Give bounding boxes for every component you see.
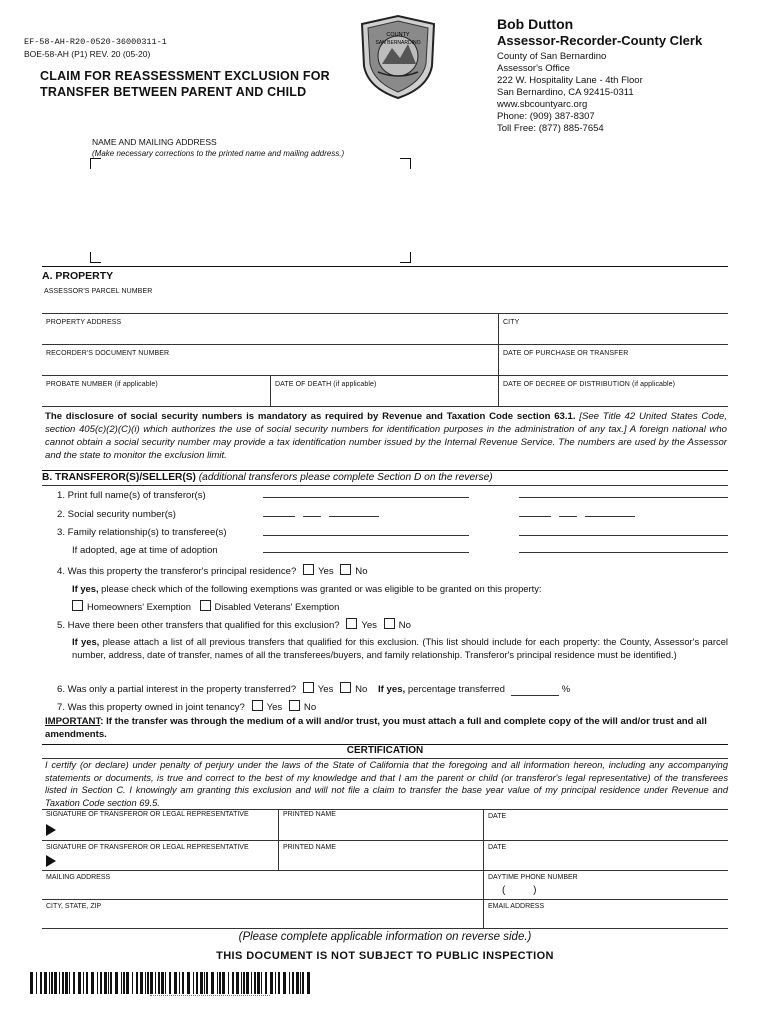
barcode-bar (59, 972, 60, 994)
name-address-field[interactable] (92, 164, 398, 252)
transferor-name-2-field[interactable] (519, 497, 728, 498)
barcode-bar (83, 972, 84, 994)
city-state-zip-field[interactable]: CITY, STATE, ZIP (46, 903, 102, 910)
relationship-1-field[interactable] (263, 535, 469, 536)
form-title (40, 68, 330, 100)
ssn-1-part1[interactable] (263, 516, 295, 517)
barcode-bar (108, 972, 109, 994)
sign-here-arrow-icon (46, 855, 56, 867)
probate-number-field[interactable]: PROBATE NUMBER (if applicable) (46, 381, 158, 388)
barcode-bar (169, 972, 171, 994)
adoption-age-label: If adopted, age at time of adoption (72, 545, 218, 556)
barcode-bar (123, 972, 125, 994)
signature-row-1 (42, 809, 728, 840)
barcode-bar (200, 972, 203, 994)
adoption-age-2-field[interactable] (519, 552, 728, 553)
property-row-2 (42, 344, 728, 375)
agency-county: County of San Bernardino (497, 51, 607, 62)
barcode-bar (246, 972, 249, 994)
barcode-bar (270, 972, 273, 994)
barcode-bar (193, 972, 194, 994)
barcode-bar (211, 972, 214, 994)
signature-row-2 (42, 840, 728, 871)
sign-here-arrow-icon (46, 824, 56, 836)
barcode-bar (302, 972, 304, 994)
printed-name-2-field[interactable]: PRINTED NAME (278, 841, 483, 871)
barcode-bar (257, 972, 260, 994)
daytime-phone-field[interactable]: DAYTIME PHONE NUMBER ( ) (483, 871, 728, 900)
assessor-name: Bob Dutton (497, 16, 574, 32)
form-title-line2: TRANSFER BETWEEN PARENT AND CHILD (40, 85, 307, 99)
printed-name-1-field[interactable]: PRINTED NAME (278, 810, 483, 840)
date-1-field[interactable]: DATE (483, 810, 728, 840)
section-b-rule (42, 470, 728, 471)
barcode-bar (30, 972, 33, 994)
date-2-field[interactable]: DATE (483, 841, 728, 871)
corner-mark (90, 252, 101, 263)
q2-label: 2. Social security number(s) (57, 509, 176, 520)
barcode-bar (187, 972, 190, 994)
property-row-3 (42, 375, 728, 407)
parcel-number-field[interactable] (42, 286, 728, 314)
q3-label: 3. Family relationship(s) to transferee(s) (57, 527, 227, 538)
barcode-bar (62, 972, 64, 994)
assessor-title: Assessor-Recorder-County Clerk (497, 33, 703, 48)
barcode-bar (265, 972, 267, 994)
homeowners-exemption-checkbox[interactable] (72, 600, 83, 611)
barcode-bar (182, 972, 184, 994)
barcode-bar (110, 972, 112, 994)
q7-row: 7. Was this property owned in joint tenancy? Yes No (57, 702, 317, 713)
barcode-bar (261, 972, 262, 994)
percentage-field[interactable] (511, 684, 559, 696)
barcode-bar (115, 972, 118, 994)
barcode-bar (132, 972, 133, 994)
barcode-bar (251, 972, 252, 994)
agency-phone: Phone: (909) 387-8307 (497, 111, 595, 122)
barcode-bar (174, 972, 177, 994)
q4-note: If yes, please check which of the following exemptions was granted or was eligible to be granted on this property: (72, 583, 542, 594)
section-b-rule-bottom (42, 485, 728, 486)
barcode-bar (217, 972, 218, 994)
barcode-bar (44, 972, 47, 994)
q5-yes-checkbox[interactable] (346, 618, 357, 629)
barcode-bar (51, 972, 53, 994)
email-address-field[interactable]: EMAIL ADDRESS (483, 900, 728, 928)
q7-yes-checkbox[interactable] (252, 700, 263, 711)
barcode-bar (40, 972, 42, 994)
agency-block (497, 16, 702, 135)
certification-text: I certify (or declare) under penalty of perjury under the laws of the State of California that the foregoing and all information hereon, including any accompanying statements or documents, is true and correct to the best of my knowledge and that I am the parent or child (or transferor's legal representative) of the transferees listed in Section C. I knowingly am granting this exclusion and will not file a claim to transfer the base year value of my principal residence under Revenue and Taxation Code section 69.5. (45, 760, 728, 808)
ssn-1-part3[interactable] (329, 516, 379, 517)
barcode-bar (140, 972, 143, 994)
name-address-hint: (Make necessary corrections to the printed name and mailing address.) (92, 149, 345, 158)
barcode-bar (150, 972, 153, 994)
barcode-bar (65, 972, 68, 994)
property-row-1 (42, 313, 728, 344)
section-a-rule (42, 266, 728, 267)
property-address-field[interactable]: PROPERTY ADDRESS (46, 319, 122, 326)
barcode-bar (155, 972, 156, 994)
seal-text-bottom: SAN BERNARDINO (375, 40, 421, 46)
barcode-bar (243, 972, 245, 994)
city-email-row (42, 899, 728, 929)
barcode-bar (206, 972, 208, 994)
section-b-heading: B. TRANSFEROR(S)/SELLER(S) (additional transferors please complete Section D on the reverse) (42, 472, 493, 483)
q5-note: If yes, please attach a list of all previous transfers that qualified for this exclusion. (This list should include for each property: the County, Assessor's parcel number, address, date of transfer, names of all the transferees/buyers, and family relationship. Transferor's principal residence must be identified.) (72, 636, 728, 660)
certification-heading: CERTIFICATION (346, 745, 424, 756)
q6-no-checkbox[interactable] (340, 682, 351, 693)
q6-yes-checkbox[interactable] (303, 682, 314, 693)
form-code: EF-58-AH-R20-0520-36000311-1 (24, 37, 167, 47)
barcode-bar (86, 972, 88, 994)
agency-tollfree: Toll Free: (877) 885-7654 (497, 123, 604, 134)
name-address-label: NAME AND MAILING ADDRESS (Make necessary corrections to the printed name and mailing address.) (92, 137, 345, 158)
signature-2-field[interactable]: SIGNATURE OF TRANSFEROR OR LEGAL REPRESENTATIVE (42, 841, 278, 871)
barcode-bar (161, 972, 164, 994)
barcode-bar (278, 972, 280, 994)
ssn-1-part2[interactable] (303, 516, 321, 517)
barcode-bar (54, 972, 57, 994)
q1-label: 1. Print full name(s) of transferor(s) (57, 490, 206, 501)
barcode-bar (100, 972, 102, 994)
phone-area-code: ( ) (502, 885, 537, 896)
signature-1-field[interactable]: SIGNATURE OF TRANSFEROR OR LEGAL REPRESENTATIVE (42, 810, 278, 840)
barcode-bar (104, 972, 107, 994)
agency-website[interactable]: www.sbcountyarc.org (497, 99, 588, 110)
relationship-2-field[interactable] (519, 535, 728, 536)
date-decree-field[interactable]: DATE OF DECREE OF DISTRIBUTION (if applicable) (498, 376, 728, 406)
city-field[interactable]: CITY (498, 314, 728, 344)
form-number: BOE-58-AH (P1) REV. 20 (05-20) (24, 49, 151, 59)
barcode-bar (78, 972, 81, 994)
mailing-row (42, 870, 728, 900)
barcode-bar (145, 972, 146, 994)
agency-street: 222 W. Hospitality Lane - 4th Floor (497, 75, 643, 86)
barcode-bar (283, 972, 286, 994)
barcode-bar (204, 972, 205, 994)
important-note: IMPORTANT: If the transfer was through the medium of a will and/or trust, you must attach a full and complete copy of the will and/or trust and all amendments. (45, 716, 707, 740)
exemption-options: Homeowners' Exemption Disabled Veterans' Exemption (68, 600, 339, 614)
seal-text-top: COUNTY (386, 32, 410, 38)
ssn-2-part2[interactable] (559, 516, 577, 517)
barcode-bar (73, 972, 75, 994)
transferor-name-1-field[interactable] (263, 497, 469, 498)
barcode-bar (196, 972, 198, 994)
barcode-bar (241, 972, 242, 994)
q4-yes-checkbox[interactable] (303, 564, 314, 575)
barcode-caption (150, 995, 270, 1001)
barcode-bar (254, 972, 256, 994)
reverse-side-note: (Please complete applicable information on reverse side.) (238, 931, 532, 943)
barcode-bar (136, 972, 138, 994)
mailing-address-field[interactable]: MAILING ADDRESS (46, 874, 111, 881)
section-a-heading: A. PROPERTY (42, 270, 114, 282)
barcode-bar (36, 972, 37, 994)
barcode-bar (222, 972, 225, 994)
county-seal-icon (356, 14, 440, 100)
form-codes (24, 36, 167, 60)
barcode-bar (236, 972, 239, 994)
barcode-bar (121, 972, 122, 994)
barcode-bar (289, 972, 290, 994)
barcode-bar (232, 972, 234, 994)
public-inspection-note: THIS DOCUMENT IS NOT SUBJECT TO PUBLIC INSPECTION (216, 950, 554, 962)
corner-mark (400, 158, 411, 169)
barcode-bar (91, 972, 94, 994)
barcode-bar (147, 972, 149, 994)
q4-row: 4. Was this property the transferor's principal residence? Yes No (57, 566, 368, 577)
barcode-bar (219, 972, 221, 994)
form-title-line1: CLAIM FOR REASSESSMENT EXCLUSION FOR (40, 69, 330, 83)
q7-no-checkbox[interactable] (289, 700, 300, 711)
adoption-age-1-field[interactable] (263, 552, 469, 553)
q4-no-checkbox[interactable] (340, 564, 351, 575)
barcode-bar (179, 972, 180, 994)
barcode-bar (69, 972, 70, 994)
ssn-2-part3[interactable] (585, 516, 635, 517)
barcode-bar (158, 972, 160, 994)
barcode-bar (307, 972, 310, 994)
barcode-bar (292, 972, 294, 994)
barcode-bar (300, 972, 301, 994)
q6-row: 6. Was only a partial interest in the property transferred? Yes No If yes, percentage transferred % (57, 684, 571, 695)
barcode-bar (228, 972, 229, 994)
barcode-bar (296, 972, 299, 994)
barcode-icon (30, 972, 312, 994)
barcode-bar (49, 972, 50, 994)
agency-office: Assessor's Office (497, 63, 570, 74)
barcode-bar (275, 972, 276, 994)
ssn-disclosure: The disclosure of social security numbers is mandatory as required by Revenue and Taxation Code section 63.1. [See Title 42 United States Code, section 405(c)(2)(C)(i) which authorizes the use of social security numbers for identification purposes in the administration of any tax.] A foreign national who cannot obtain a social security number may provide a tax identification number issued by the Internal Revenue Service. The numbers are used by the Assessor and the state to monitor the exclusion limit. (45, 411, 727, 461)
parcel-number-label: ASSESSOR'S PARCEL NUMBER (44, 288, 153, 295)
date-purchase-field[interactable]: DATE OF PURCHASE OR TRANSFER (498, 345, 728, 375)
veterans-exemption-checkbox[interactable] (200, 600, 211, 611)
agency-city: San Bernardino, CA 92415-0311 (497, 87, 634, 98)
date-of-death-field[interactable]: DATE OF DEATH (if applicable) (270, 376, 498, 406)
ssn-2-part1[interactable] (519, 516, 551, 517)
q5-no-checkbox[interactable] (384, 618, 395, 629)
barcode-bar (126, 972, 129, 994)
q5-row: 5. Have there been other transfers that qualified for this exclusion? Yes No (57, 620, 411, 631)
barcode-bar (165, 972, 166, 994)
barcode-bar (97, 972, 98, 994)
corner-mark (400, 252, 411, 263)
recorder-document-field[interactable]: RECORDER'S DOCUMENT NUMBER (46, 350, 170, 357)
